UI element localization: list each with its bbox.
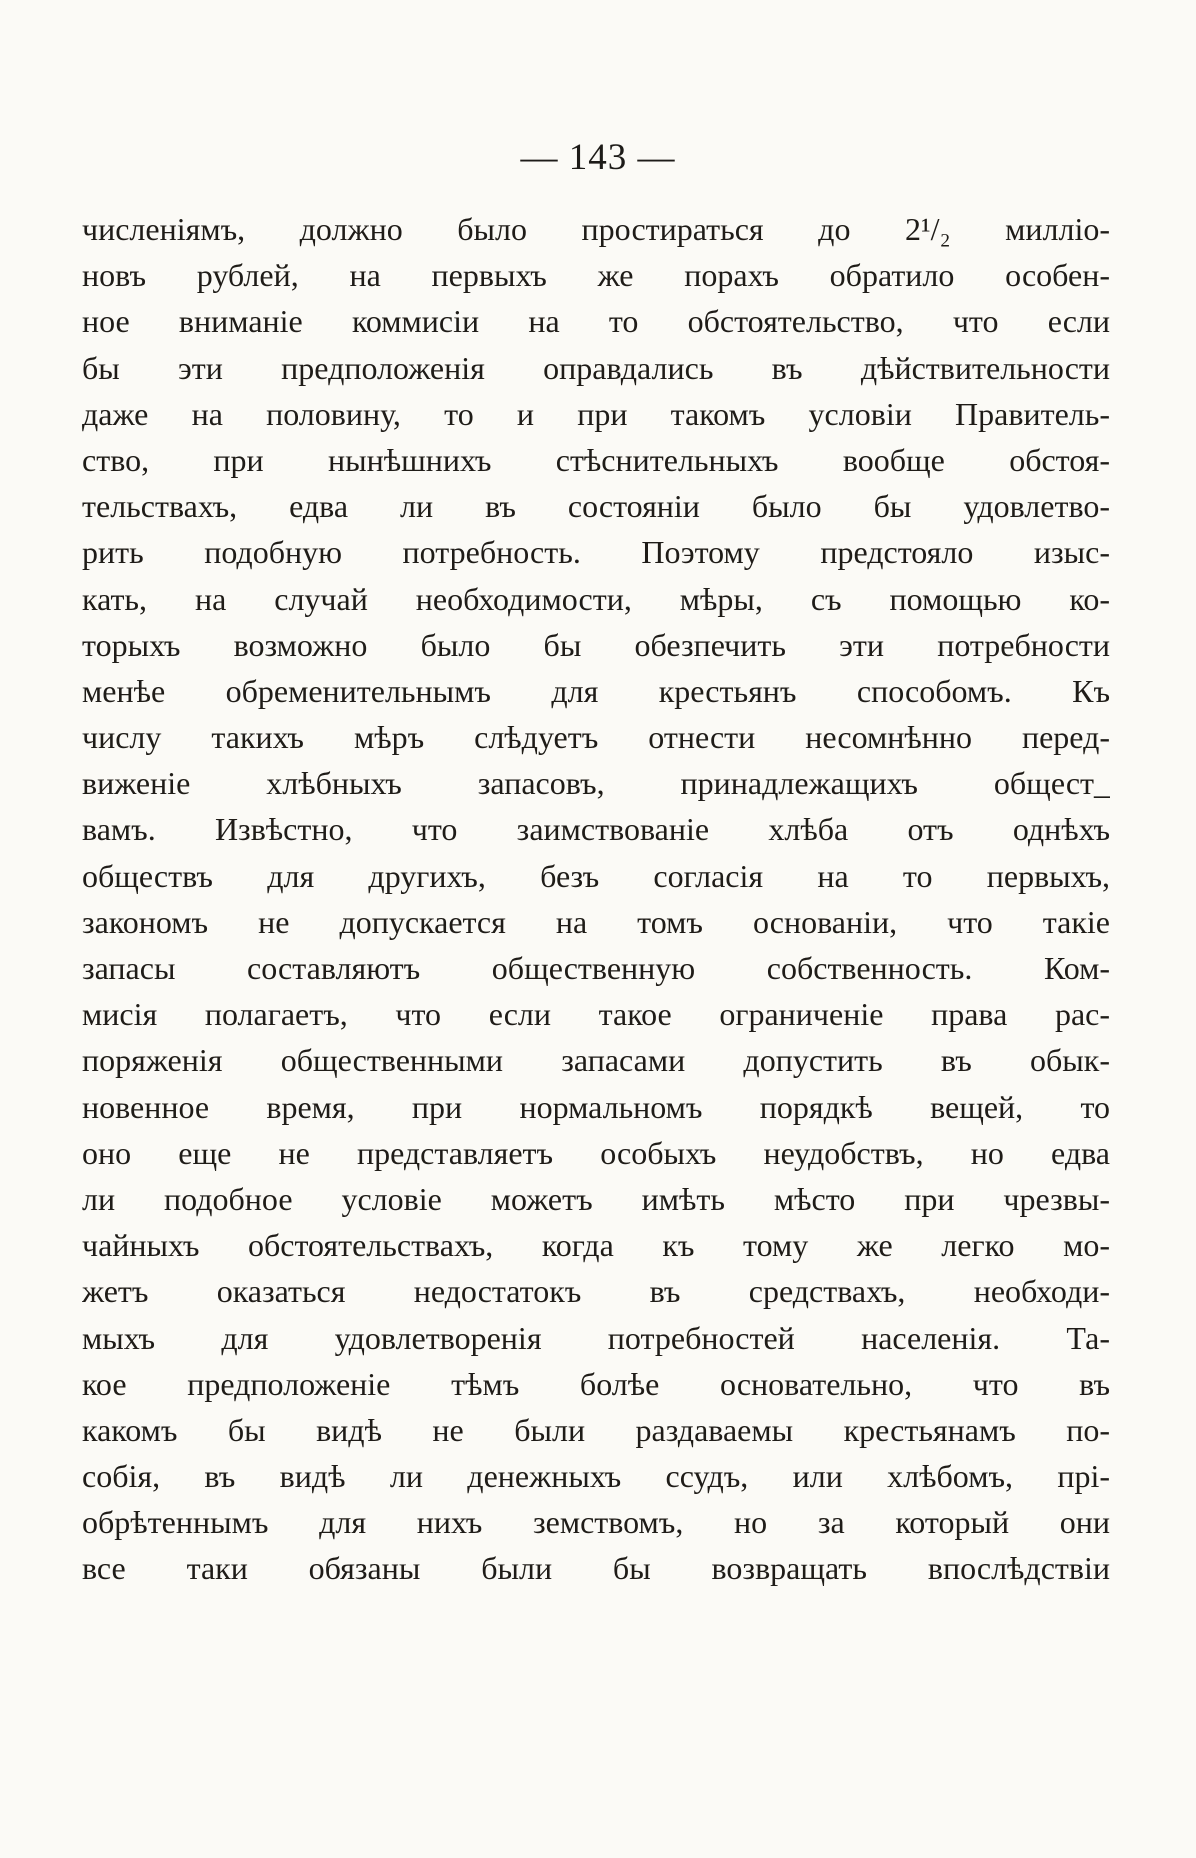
- text-line: торыхъ возможно было бы обезпечить эти потребности: [82, 626, 1110, 663]
- text-line: ство, при нынѣшнихъ стѣснительныхъ вообще обстоя-: [82, 441, 1110, 478]
- text-line: все таки обязаны были бы возвращать впослѣдствіи: [82, 1550, 1110, 1587]
- text-line: вамъ. Извѣстно, что заимствованіе хлѣба отъ однѣхъ: [82, 811, 1110, 848]
- body-text: [82, 206, 1110, 1592]
- text-line: какомъ бы видѣ не были раздаваемы крестьянамъ по-: [82, 1411, 1110, 1448]
- text-line: обрѣтеннымъ для нихъ земствомъ, но за который они: [82, 1504, 1110, 1541]
- text-line: менѣе обременительнымъ для крестьянъ способомъ. Къ: [82, 672, 1110, 709]
- text-line: оно еще не представляетъ особыхъ неудобствъ, но едва: [82, 1134, 1110, 1171]
- text-line: поряженія общественными запасами допустить въ обык-: [82, 1042, 1110, 1079]
- text-line: ли подобное условіе можетъ имѣть мѣсто при чрезвы-: [82, 1180, 1110, 1217]
- text-line: численіямъ, должно было простираться до 2¹/₂ милліо-: [82, 211, 1110, 247]
- text-line: обществъ для другихъ, безъ согласія на то первыхъ,: [82, 857, 1110, 894]
- text-line: виженіе хлѣбныхъ запасовъ, принадлежащихъ общест_: [82, 765, 1110, 802]
- text-line: даже на половину, то и при такомъ условіи Правитель-: [82, 395, 1110, 432]
- text-line: числу такихъ мѣръ слѣдуетъ отнести несомнѣнно перед-: [82, 719, 1110, 756]
- text-line: кое предположеніе тѣмъ болѣе основательно, что въ: [82, 1365, 1110, 1402]
- text-line: кать, на случай необходимости, мѣры, съ помощью ко-: [82, 580, 1110, 617]
- text-line: закономъ не допускается на томъ основаніи, что такіе: [82, 903, 1110, 940]
- text-line: запасы составляютъ общественную собственность. Ком-: [82, 950, 1110, 986]
- text-line: рить подобную потребность. Поэтому предстояло изыс-: [82, 534, 1110, 571]
- text-line: мисія полагаетъ, что если такое ограниченіе права рас-: [82, 996, 1110, 1033]
- text-line: тельствахъ, едва ли въ состояніи было бы удовлетво-: [82, 488, 1110, 525]
- text-line: мыхъ для удовлетворенія потребностей населенія. Та-: [82, 1319, 1110, 1356]
- text-line: жетъ оказаться недостатокъ въ средствахъ, необходи-: [82, 1273, 1110, 1310]
- text-line: собія, въ видѣ ли денежныхъ ссудъ, или хлѣбомъ, прі-: [82, 1458, 1110, 1495]
- page-number: — 143 —: [520, 137, 676, 178]
- text-line: новенное время, при нормальномъ порядкѣ вещей, то: [82, 1088, 1110, 1125]
- text-line: чайныхъ обстоятельствахъ, когда къ тому же легко мо-: [82, 1227, 1110, 1264]
- text-line: новъ рублей, на первыхъ же порахъ обратило особен-: [82, 257, 1110, 294]
- text-line: ное вниманіе коммисіи на то обстоятельство, что если: [82, 303, 1110, 340]
- text-line: бы эти предположенія оправдались въ дѣйствительности: [82, 349, 1110, 386]
